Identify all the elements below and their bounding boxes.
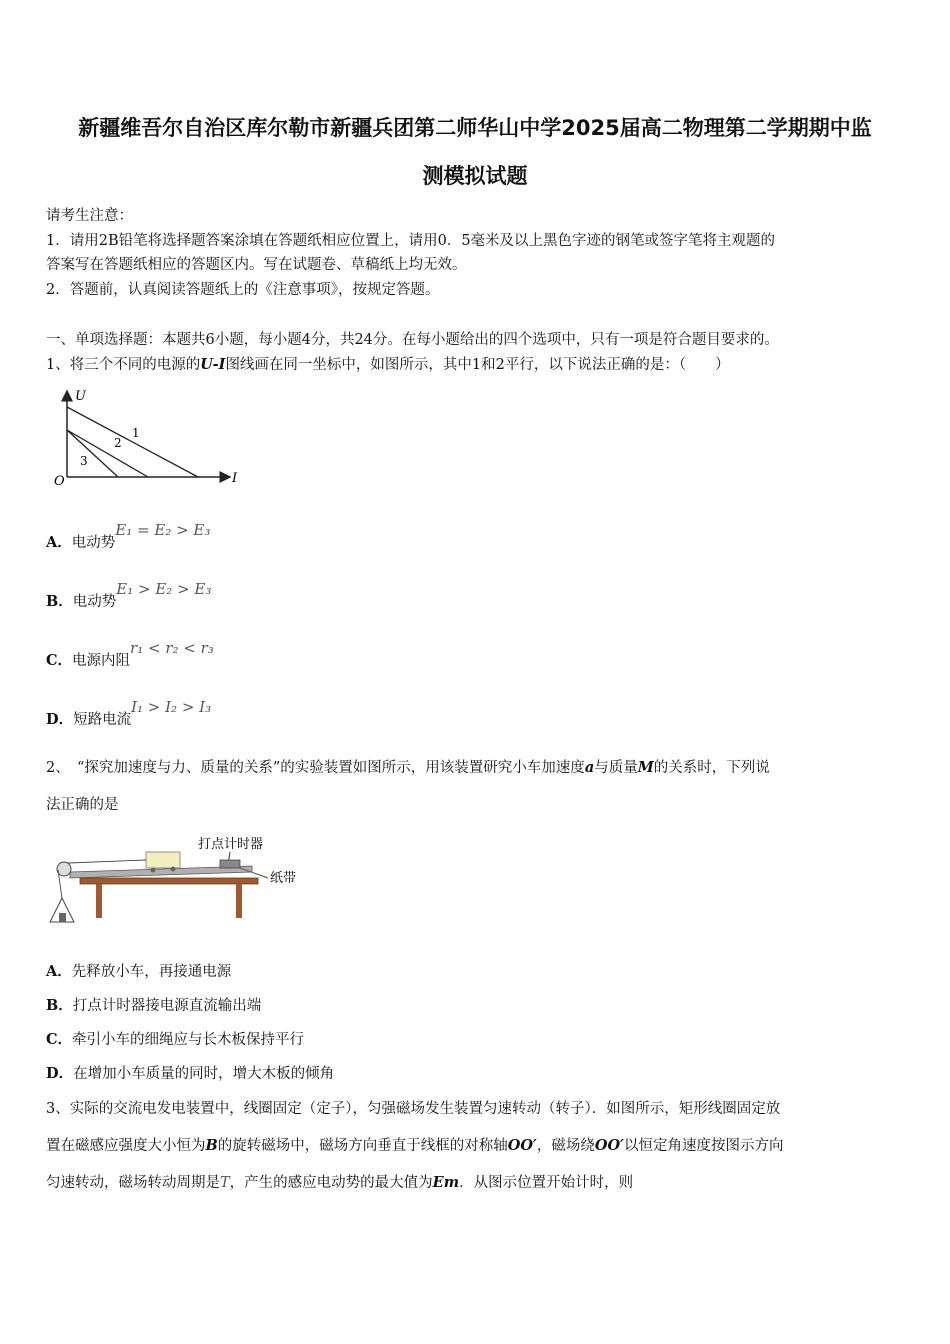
pulley [57, 862, 71, 876]
axis-i-label: I [232, 471, 238, 486]
q2-option-a[interactable]: A．先释放小车，再接通电源 [46, 963, 232, 980]
origin-label: O [54, 474, 65, 489]
line-2-label: 2 [114, 436, 122, 450]
page-title-line-1: 新疆维吾尔自治区库尔勒市新疆兵团第二师华山中学2025届高二物理第二学期期中监 [78, 116, 872, 140]
q1-option-a[interactable]: A．电动势E₁ = E₂ > E₃ [46, 521, 211, 551]
timer [220, 860, 240, 868]
string [68, 860, 146, 863]
table-leg-left [96, 884, 102, 918]
line-3-label: 3 [80, 454, 88, 468]
q2-option-b[interactable]: B．打点计时器接电源直流输出端 [46, 997, 262, 1014]
line-3 [67, 430, 118, 477]
page-title-line-2: 测模拟试题 [422, 164, 528, 188]
q1-stem-a: 1、将三个不同的电源的 [46, 357, 201, 373]
notice-item-2: 2．答题前，认真阅读答题纸上的《注意事项》，按规定答题。 [46, 282, 440, 298]
q1-option-d[interactable]: D．短路电流I₁ > I₂ > I₃ [46, 698, 212, 728]
q1-ui-graph [50, 385, 250, 490]
q1-stem [46, 353, 730, 374]
q2-stem-line-2: 法正确的是 [46, 797, 119, 813]
timer-label: 打点计时器 [198, 837, 264, 852]
section-heading: 一、单项选择题：本题共6小题，每小题4分，共24分。在每小题给出的四个选项中，只有一项是符合题目要求的。 [46, 332, 779, 348]
q2-option-c[interactable]: C．牵引小车的细绳应与长木板保持平行 [46, 1031, 305, 1048]
q3-stem-line-2: 置在磁感应强度大小恒为B的旋转磁场中，磁场方向垂直于线框的对称轴OO′，磁场绕OO′以恒定角速度按图示方向 [46, 1137, 784, 1154]
q1-stem-b: 图线画在同一坐标中，如图所示，其中1和2平行，以下说法正确的是：（ ） [225, 357, 730, 373]
q3-stem-line-3: 匀速转动，磁场转动周期是T，产生的感应电动势的最大值为Em．从图示位置开始计时，则 [46, 1174, 634, 1191]
q3-stem-line-1: 3、实际的交流电发电装置中，线圈固定（定子），匀强磁场发生装置匀速转动（转子）．如图所示，矩形线圈固定放 [46, 1101, 781, 1117]
weight [59, 913, 66, 922]
q2-apparatus-figure [40, 830, 320, 930]
table-top [80, 878, 258, 884]
q2-stem-line-1: 2、 “探究加速度与力、质量的关系”的实验装置如图所示，用该装置研究小车加速度a与质量M的关系时，下列说 [46, 759, 770, 776]
notice-heading: 请考生注意： [46, 208, 133, 224]
axis-u-label: U [75, 389, 86, 404]
cart-wheel-2 [171, 867, 176, 872]
q2-option-d[interactable]: D．在增加小车质量的同时，增大木板的倾角 [46, 1065, 335, 1082]
tape [240, 868, 268, 878]
line-1-label: 1 [132, 426, 140, 440]
cart-wheel-1 [151, 868, 156, 873]
q1-option-b[interactable]: B．电动势E₁ > E₂ > E₃ [46, 580, 212, 610]
cart [146, 852, 180, 868]
q1-option-c[interactable]: C．电源内阻r₁ < r₂ < r₃ [46, 639, 214, 669]
table-leg-right [236, 884, 242, 918]
notice-item-1b: 答案写在答题纸相应的答题区内。写在试题卷、草稿纸上均无效。 [46, 257, 467, 273]
tape-label: 纸带 [270, 871, 297, 886]
q1-stem-ui: U-I [200, 356, 226, 373]
notice-item-1a: 1．请用2B铅笔将选择题答案涂填在答题纸相应位置上，请用0．5毫米及以上黑色字迹的钢笔或签字笔将主观题的 [46, 233, 776, 249]
